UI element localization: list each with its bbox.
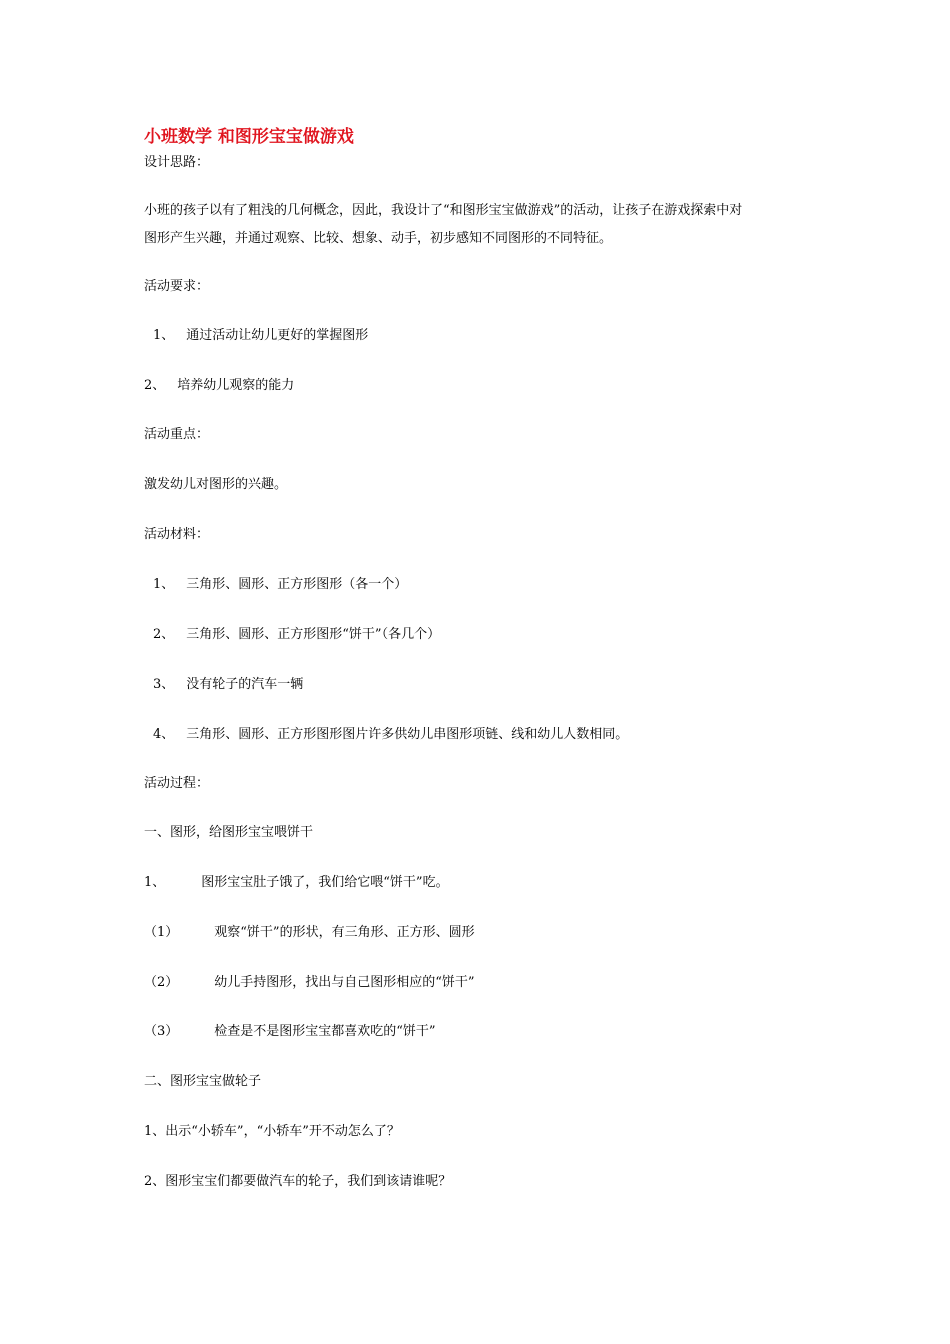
section-2-heading: 二、图形宝宝做轮子 bbox=[144, 1074, 262, 1089]
document-title: 小班数学 和图形宝宝做游戏 bbox=[144, 127, 354, 147]
focus-text: 激发幼儿对图形的兴趣。 bbox=[144, 477, 288, 492]
section-1-substep-1-number: （1） bbox=[144, 925, 179, 940]
process-heading: 活动过程： bbox=[144, 776, 210, 791]
requirement-item-2 bbox=[144, 377, 294, 395]
material-item-4-text: 三角形、圆形、正方形图形图片许多供幼儿串图形项链、线和幼儿人数相同。 bbox=[186, 727, 629, 742]
design-heading: 设计思路： bbox=[144, 155, 210, 170]
material-item-1 bbox=[153, 576, 407, 594]
requirements-heading: 活动要求： bbox=[144, 279, 210, 294]
requirement-item-1-text: 通过活动让幼儿更好的掌握图形 bbox=[186, 328, 369, 343]
requirement-item-1-number: 1、 bbox=[153, 328, 175, 343]
material-item-4 bbox=[153, 726, 628, 744]
section-1-substep-2 bbox=[144, 974, 475, 992]
material-item-3 bbox=[153, 676, 303, 694]
material-item-4-number: 4、 bbox=[153, 727, 175, 742]
section-1-substep-3 bbox=[144, 1023, 436, 1041]
requirement-item-1 bbox=[153, 327, 368, 345]
section-1-substep-1 bbox=[144, 924, 475, 942]
section-1-substep-2-number: （2） bbox=[144, 975, 179, 990]
section-1-heading: 一、图形，给图形宝宝喂饼干 bbox=[144, 825, 314, 840]
material-item-2-number: 2、 bbox=[153, 627, 175, 642]
material-item-1-number: 1、 bbox=[153, 577, 175, 592]
section-1-substep-1-text: 观察“饼干”的形状，有三角形、正方形、圆形 bbox=[214, 925, 475, 940]
section-1-substep-3-number: （3） bbox=[144, 1024, 179, 1039]
material-item-3-text: 没有轮子的汽车一辆 bbox=[186, 677, 304, 692]
design-paragraph-line-2: 图形产生兴趣，并通过观察、比较、想象、动手，初步感知不同图形的不同特征。 bbox=[144, 231, 613, 246]
material-item-2-text: 三角形、圆形、正方形图形“饼干”（各几个） bbox=[186, 627, 441, 642]
requirement-item-2-text: 培养幼儿观察的能力 bbox=[177, 378, 295, 393]
section-1-step-1-number: 1、 bbox=[144, 875, 166, 890]
section-1-substep-3-text: 检查是不是图形宝宝都喜欢吃的“饼干” bbox=[214, 1024, 436, 1039]
section-2-step-1: 1、出示“小轿车”，“小轿车”开不动怎么了？ bbox=[144, 1124, 400, 1139]
design-paragraph-line-1: 小班的孩子以有了粗浅的几何概念，因此，我设计了“和图形宝宝做游戏”的活动，让孩子在游戏探索中对 bbox=[144, 203, 743, 218]
material-item-1-text: 三角形、圆形、正方形图形（各一个） bbox=[186, 577, 408, 592]
section-2-step-2: 2、图形宝宝们都要做汽车的轮子，我们到该请谁呢？ bbox=[144, 1174, 452, 1189]
section-1-step-1 bbox=[144, 874, 449, 892]
section-1-step-1-text: 图形宝宝肚子饿了，我们给它喂“饼干”吃。 bbox=[201, 875, 449, 890]
focus-heading: 活动重点： bbox=[144, 427, 210, 442]
section-1-substep-2-text: 幼儿手持图形，找出与自己图形相应的“饼干” bbox=[214, 975, 475, 990]
requirement-item-2-number: 2、 bbox=[144, 378, 166, 393]
materials-heading: 活动材料： bbox=[144, 527, 210, 542]
material-item-3-number: 3、 bbox=[153, 677, 175, 692]
material-item-2 bbox=[153, 626, 440, 644]
